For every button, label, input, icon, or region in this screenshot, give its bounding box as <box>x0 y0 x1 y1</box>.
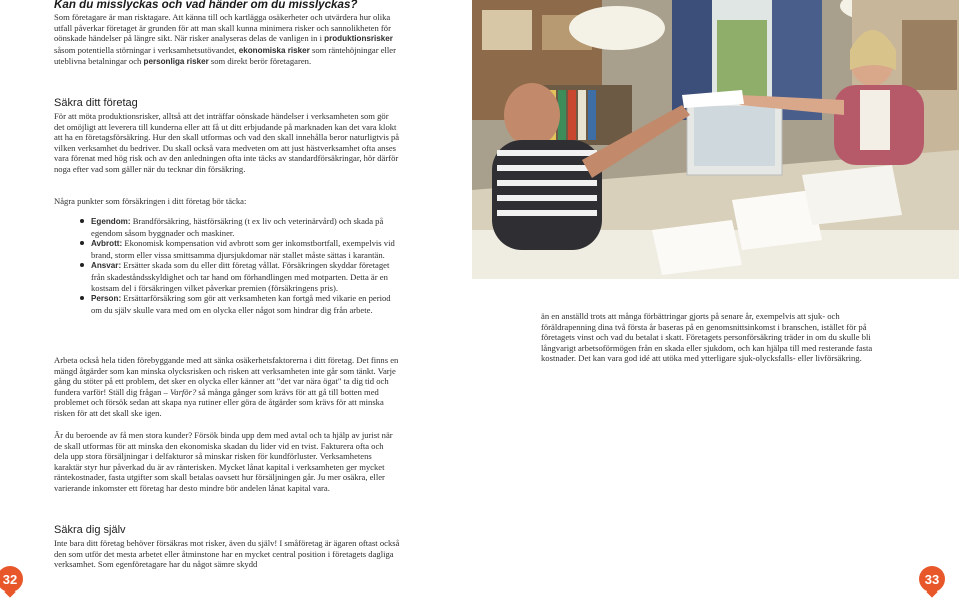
risk-term: produktionsrisker <box>324 34 393 44</box>
page-number-right: 33 <box>919 566 945 592</box>
continued-paragraph: än en anställd trots att många förbättringar gjorts på senare år, exempelvis att sjuk- och föräldrapenning dina två första år baseras på en genomsnittsinkomst i branschen, istället för på företagets vinst och vad du betalat i skatt. Företagets personförsäkring träder in om du skulle bli långvarigt arbetsoförmögen från en skada eller sjukdom, och kan hjälpa till med resterande fasta kostnader. Det kan vara god idé att utöka med ytterligare sjuk-olycksfalls- eller livförsäkring. <box>541 311 873 364</box>
section-paragraph-self: Inte bara ditt företag behöver försäkras mot risker, även du själv! I småföretag är ägaren oftast också den som utför det mesta arbetet eller åtminstone har en mycket central position i företagets dagliga verksamhet. Som egenföretagare har du något sämre skydd <box>54 538 400 570</box>
intro-paragraph <box>54 12 400 68</box>
coverage-list <box>54 216 400 315</box>
intro-text-run: såsom potentiella störningar i verksamhetsutövandet, <box>54 44 239 55</box>
office-photo <box>472 0 959 279</box>
risk-term: ekonomiska risker <box>238 45 310 55</box>
bullet-icon <box>80 263 84 267</box>
bullet-icon <box>80 241 84 245</box>
section-heading-company: Säkra ditt företag <box>54 97 138 109</box>
page-heading: Kan du misslyckas och vad händer om du misslyckas? <box>54 0 358 11</box>
intro-text-run: som direkt berör företagaren. <box>208 56 312 67</box>
list-item: Avbrott: Ekonomisk kompensation vid avbrott som ger inkomstbortfall, exempelvis vid brand, storm eller vissa smittsamma djursjukdomar när stallet måste sättas i karantän. <box>54 238 400 260</box>
bullet-icon <box>80 219 84 223</box>
bullet-icon <box>80 296 84 300</box>
office-photo-icon <box>472 0 959 279</box>
left-page <box>0 0 470 601</box>
list-item: Person: Ersättarförsäkring som gör att verksamheten kan fortgå med vikarie en period om du själv skulle vara med om en olycka eller något som hindrar dig från arbete. <box>54 293 400 315</box>
loans-paragraph: Är du beroende av få men stora kunder? Försök binda upp dem med avtal och ta hjälp av jurist när de skall utformas för att minska den ekonomiska skadan du lider vid en tvist. Fakturera ofta och dela upp stora försäljningar i delfakturor så minskar risken för kundförluster. Verksamhetens karaktär styr hur påverkad du är av ränterisken. Mycket lånat kapital i verksamheten ger mycket räntekostnader, fasta utgifter som skall betalas oavsett hur försäljningen går. Ju mer osäkra, eller varierande inkomster ett företag har desto mindre bör andelen lånat kapital vara. <box>54 430 393 493</box>
section-paragraph-company: För att möta produktionsrisker, alltså att det inträffar oönskade händelser i verksamheten som gör det omöjligt att leverera till kunderna eller att få ut ditt erbjudande på marknaden kan det vara klokt att ha en företagsförsäkring. Hur den skall utformas och vad den skall innehålla beror naturligtvis på vilken verksamhet du bedriver. Du skall också vara medveten om att just hästverksamhet ofta anses vara förenat med hög risk och av den anledningen ofta inte täcks av standardförsäkringar, hör därför noga efter vad som gäller när du tecknar din försäkring. <box>54 111 400 174</box>
points-intro: Några punkter som försäkringen i ditt företag bör täcka: <box>54 196 247 206</box>
section-heading-self: Säkra dig själv <box>54 524 126 536</box>
intro-text-run: som räntehöjningar eller uteblivna betalningar och <box>54 44 396 67</box>
list-item: Ansvar: Ersätter skada som du eller ditt företag vållat. Försäkringen skyddar företaget från skadeståndsskyldighet och tar hand om förhandlingen med motparten. Detta är en kostsam del i försäkringen vilket påverkar premien (försäkringens pris). <box>54 260 400 293</box>
page-number-left: 32 <box>0 566 23 592</box>
list-item: Egendom: Brandförsäkring, hästförsäkring (t ex liv och veterinärvård) och skada på egendom såsom byggnader och maskiner. <box>54 216 400 238</box>
prevention-paragraph: Arbeta också hela tiden förebyggande med att sänka osäkerhetsfaktorerna i ditt företag. Det finns en mängd åtgärder som kan minska olycksrisken och risken att verksamheten inte går som tänkt. Varje gång du stöter på ett problem, det sker en olycka eller känner att "det var nära ögat" ta dig tid och fundera varför! Ställ dig frågan – Varför? så många gånger som krävs för att gå till botten med problemet och försök sedan att skapa nya rutiner eller göra de åtgärder som krävs för att minska risken för att det skall ske igen. <box>54 355 399 418</box>
risk-term: personliga risker <box>143 57 209 67</box>
intro-text-run: Som företagare är man risktagare. Att känna till och kartlägga osäkerheter och utvärdera hur olika utfall påverkar företaget är grunden för att man skall kunna minimera risker och sannolikheten för oönskade händelser på längre sikt. När risker analyseras delas de vanligen in i <box>54 12 391 44</box>
